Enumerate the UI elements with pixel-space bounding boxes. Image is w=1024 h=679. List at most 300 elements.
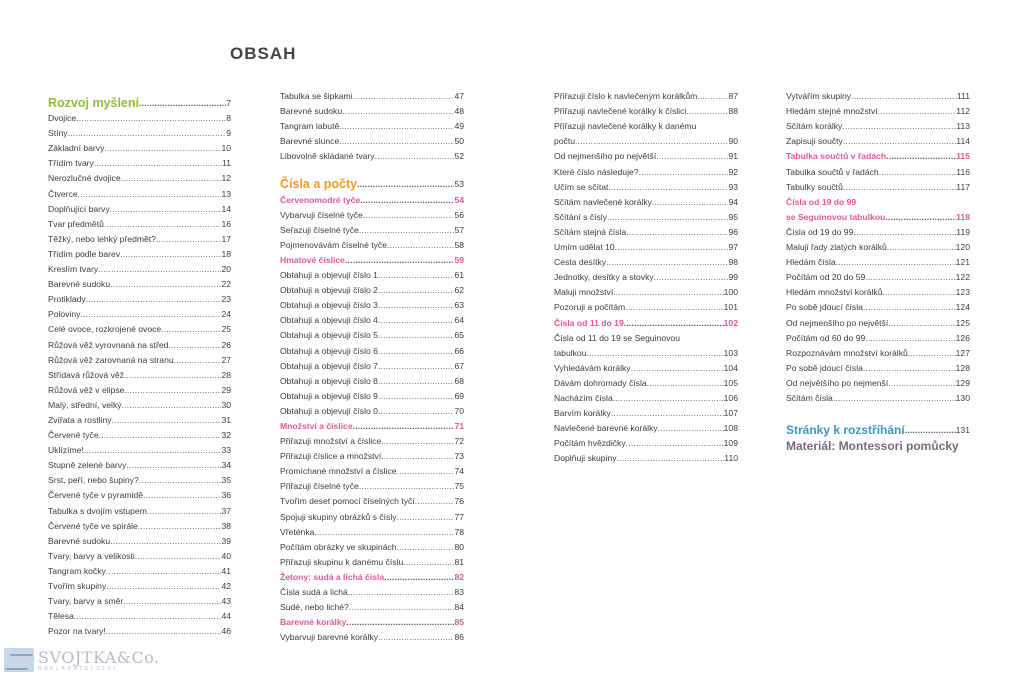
toc-entry-title: Barevné korálky xyxy=(280,617,347,628)
page-number: 18 xyxy=(221,248,231,259)
toc-entry-title: Po sobě jdoucí čísla xyxy=(786,302,863,313)
leader-dots xyxy=(168,340,221,350)
toc-entry[interactable] xyxy=(48,153,231,168)
toc-entry[interactable] xyxy=(280,146,464,161)
leader-dots xyxy=(345,255,454,265)
toc-entry[interactable] xyxy=(48,229,231,244)
toc-entry[interactable] xyxy=(280,325,464,340)
toc-entry[interactable] xyxy=(48,334,231,349)
leader-dots xyxy=(647,378,724,388)
page-number: 22 xyxy=(221,279,231,290)
toc-entry[interactable] xyxy=(786,358,970,373)
toc-entry-title: Tangram labutě xyxy=(280,121,340,132)
toc-entry[interactable] xyxy=(48,621,231,636)
page-number: 26 xyxy=(221,339,231,350)
toc-entry[interactable] xyxy=(554,252,738,267)
toc-entry-title: Obtahuji a objevuji číslo 9 xyxy=(280,390,378,401)
toc-entry[interactable] xyxy=(280,537,464,552)
leader-dots xyxy=(106,581,221,591)
leader-dots xyxy=(174,355,222,365)
toc-entry[interactable] xyxy=(48,138,231,153)
toc-entry[interactable] xyxy=(554,388,738,403)
page-number: 14 xyxy=(221,203,231,214)
toc-entry[interactable] xyxy=(786,177,970,192)
toc-entry[interactable] xyxy=(48,576,231,591)
toc-entry-title: Maluji řady zlatých korálků xyxy=(786,242,887,253)
toc-entry[interactable] xyxy=(786,192,970,207)
page-number: 102 xyxy=(723,317,738,328)
toc-entry[interactable] xyxy=(554,373,738,388)
toc-entry[interactable] xyxy=(786,373,970,388)
toc-entry[interactable] xyxy=(280,461,464,476)
toc-entry[interactable] xyxy=(280,522,464,537)
page-number: 20 xyxy=(221,264,231,275)
toc-entry[interactable] xyxy=(786,222,970,237)
toc-entry-title: Vybarvuji číselné tyče xyxy=(280,209,363,220)
toc-entry-title: Červenomodré tyče xyxy=(280,194,361,205)
toc-entry[interactable] xyxy=(280,340,464,355)
toc-entry-title: Obtahuji a objevuji číslo 5 xyxy=(280,330,378,341)
toc-entry[interactable] xyxy=(554,101,738,116)
toc-entry-title: Obtahuji a objevuji číslo 3 xyxy=(280,300,378,311)
toc-entry[interactable] xyxy=(554,312,738,327)
toc-column-1 xyxy=(48,86,231,636)
page-number: 122 xyxy=(955,272,970,283)
page-number: 35 xyxy=(221,475,231,486)
leader-dots xyxy=(378,270,455,280)
toc-entry-title: Obtahuji a objevuji číslo 8 xyxy=(280,375,378,386)
toc-entry[interactable] xyxy=(48,531,231,546)
leader-dots xyxy=(360,195,454,205)
toc-entry[interactable] xyxy=(280,612,464,627)
page-number: 40 xyxy=(221,550,231,561)
toc-entry[interactable] xyxy=(48,516,231,531)
toc-entry[interactable] xyxy=(554,131,738,146)
page-number: 76 xyxy=(454,496,464,507)
toc-entry[interactable] xyxy=(554,192,738,207)
leader-dots xyxy=(833,393,956,403)
page-number: 41 xyxy=(221,565,231,576)
toc-entry[interactable] xyxy=(280,86,464,101)
toc-entry-title: Sudé, nebo liché? xyxy=(280,602,349,613)
page-number: 109 xyxy=(723,438,738,449)
leader-dots xyxy=(887,242,956,252)
toc-entry[interactable] xyxy=(554,297,738,312)
toc-entry-title: Růžová věž vyrovnaná na střed xyxy=(48,339,169,350)
page-number: 104 xyxy=(723,362,738,373)
toc-entry[interactable] xyxy=(554,328,738,343)
page-number: 32 xyxy=(221,430,231,441)
toc-entry[interactable] xyxy=(280,101,464,116)
toc-entry[interactable] xyxy=(786,146,970,161)
toc-entry-title: Uklízíme! xyxy=(48,445,84,456)
toc-entry[interactable] xyxy=(554,343,738,358)
toc-entry[interactable] xyxy=(554,418,738,433)
section-heading-text: Čísla a počty xyxy=(280,177,358,192)
toc-entry[interactable] xyxy=(48,123,231,138)
toc-entry[interactable] xyxy=(48,561,231,576)
page-number: 100 xyxy=(723,287,738,298)
toc-entry[interactable] xyxy=(554,86,738,101)
section-heading-material[interactable]: Materiál: Montessori pomůcky xyxy=(786,438,959,453)
page-number: 126 xyxy=(955,332,970,343)
toc-entry[interactable] xyxy=(280,386,464,401)
toc-entry-title: Tvar předmětů xyxy=(48,218,104,229)
toc-entry-title: Vřeténka xyxy=(280,526,315,537)
toc-entry-title: Hmatové číslice xyxy=(280,254,345,265)
toc-entry-title: Základní barvy xyxy=(48,143,105,154)
toc-entry[interactable] xyxy=(280,567,464,582)
leader-dots xyxy=(314,527,454,537)
leader-dots xyxy=(397,542,455,552)
leader-dots xyxy=(112,415,222,425)
page-number: 59 xyxy=(454,254,464,265)
toc-entry-title: Jednotky, desítky a stovky xyxy=(554,272,654,283)
toc-entry[interactable] xyxy=(48,440,231,455)
toc-column-2 xyxy=(280,86,464,642)
toc-entry[interactable] xyxy=(280,627,464,642)
leader-dots xyxy=(78,189,222,199)
leader-dots xyxy=(353,91,455,101)
toc-entry-title: Srst, peří, nebo šupiny? xyxy=(48,475,139,486)
leader-dots xyxy=(84,445,222,455)
toc-entry-title: tabulkou xyxy=(554,347,587,358)
toc-entry[interactable] xyxy=(48,274,231,289)
leader-dots xyxy=(359,225,455,235)
toc-entry-title: Hledám množství korálků xyxy=(786,287,883,298)
page-number: 125 xyxy=(955,317,970,328)
toc-entry-title: Žetony: sudá a lichá čísla xyxy=(280,571,385,582)
toc-entry-title: Dávám dohromady čísla xyxy=(554,377,647,388)
toc-entry-title: Poloviny xyxy=(48,309,81,320)
page-number: 115 xyxy=(956,151,970,162)
page-number: 97 xyxy=(728,242,738,253)
toc-entry[interactable] xyxy=(48,546,231,561)
leader-dots xyxy=(378,632,454,642)
toc-entry-title: Malý, střední, velký xyxy=(48,399,122,410)
logo-mark-icon xyxy=(4,648,34,672)
page-number: 27 xyxy=(221,354,231,365)
leader-dots xyxy=(624,318,724,328)
toc-entry[interactable] xyxy=(554,161,738,176)
leader-dots xyxy=(123,596,221,606)
leader-dots xyxy=(110,536,221,546)
toc-entry[interactable] xyxy=(48,168,231,183)
section-heading-stranky-k-rozstrihani[interactable] xyxy=(786,413,970,435)
page-number: 36 xyxy=(221,490,231,501)
page-number: 110 xyxy=(724,453,738,464)
leader-dots xyxy=(836,257,956,267)
leader-dots xyxy=(80,309,221,319)
toc-entry[interactable] xyxy=(554,116,738,131)
leader-dots xyxy=(865,333,955,343)
toc-entry-title: Přiřazuji navlečené korálky k danému xyxy=(554,121,697,132)
toc-entry-title: Barvím korálky xyxy=(554,408,611,419)
section-heading-cisla-a-pocty[interactable] xyxy=(280,167,464,192)
page-number: 87 xyxy=(728,91,738,102)
leader-dots xyxy=(124,370,221,380)
toc-entry[interactable] xyxy=(48,591,231,606)
leader-dots xyxy=(375,151,455,161)
toc-entry[interactable] xyxy=(48,395,231,410)
page-number: 33 xyxy=(221,445,231,456)
leader-dots xyxy=(126,460,221,470)
toc-entry[interactable] xyxy=(280,356,464,371)
toc-entry[interactable] xyxy=(48,199,231,214)
toc-entry-title: Vybarvuji barevné korálky xyxy=(280,632,379,643)
toc-entry[interactable] xyxy=(280,205,464,220)
toc-entry[interactable] xyxy=(280,491,464,506)
toc-entry[interactable] xyxy=(48,244,231,259)
toc-entry-title: Stíny xyxy=(48,128,68,139)
toc-entry[interactable] xyxy=(48,319,231,334)
toc-entry-title: Těžký, nebo lehký předmět? xyxy=(48,233,156,244)
page-number: 128 xyxy=(955,362,970,373)
page-number: 57 xyxy=(454,224,464,235)
page-number: 121 xyxy=(955,257,970,268)
leader-dots xyxy=(639,167,729,177)
toc-entry[interactable] xyxy=(280,476,464,491)
toc-entry[interactable] xyxy=(280,506,464,521)
toc-entry[interactable] xyxy=(280,280,464,295)
toc-entry-title: Sčítám navlečené korálky xyxy=(554,196,652,207)
toc-entry[interactable] xyxy=(786,267,970,282)
leader-dots xyxy=(613,393,724,403)
toc-entry-title: Čtverce xyxy=(48,188,78,199)
toc-entry[interactable] xyxy=(280,220,464,235)
toc-entry[interactable] xyxy=(48,259,231,274)
leader-dots xyxy=(122,400,222,410)
toc-entry[interactable] xyxy=(554,267,738,282)
page-number: 16 xyxy=(221,218,231,229)
toc-entry[interactable] xyxy=(280,431,464,446)
toc-entry-title: Sčítám čísla xyxy=(786,392,833,403)
toc-entry[interactable] xyxy=(280,552,464,567)
toc-entry[interactable] xyxy=(48,380,231,395)
page-number: 58 xyxy=(454,239,464,250)
toc-entry[interactable] xyxy=(280,416,464,431)
page-number: 98 xyxy=(728,257,738,268)
toc-entry[interactable] xyxy=(280,265,464,280)
leader-dots xyxy=(346,617,454,627)
page-number: 11 xyxy=(222,158,231,169)
toc-entry[interactable] xyxy=(280,582,464,597)
toc-entry-title: počtu xyxy=(554,136,576,147)
page-number: 105 xyxy=(723,377,738,388)
toc-entry-title: Sčítám stejná čísla xyxy=(554,226,627,237)
toc-entry[interactable] xyxy=(48,485,231,500)
toc-entry[interactable] xyxy=(786,116,970,131)
leader-dots xyxy=(652,197,729,207)
toc-entry[interactable] xyxy=(786,161,970,176)
toc-column-3 xyxy=(554,86,738,463)
page-number: 95 xyxy=(728,211,738,222)
toc-entry[interactable] xyxy=(48,304,231,319)
toc-entry[interactable] xyxy=(554,146,738,161)
page-number: 74 xyxy=(454,466,464,477)
toc-entry-title: Nerozlučné dvojice xyxy=(48,173,121,184)
page-number: 53 xyxy=(454,179,464,190)
toc-entry-title: Sčítání s čísly xyxy=(554,211,608,222)
toc-entry[interactable] xyxy=(48,410,231,425)
toc-entry-title: Rozpoznávám množství korálků xyxy=(786,347,908,358)
toc-entry[interactable] xyxy=(554,177,738,192)
toc-entry[interactable] xyxy=(786,237,970,252)
toc-entry[interactable] xyxy=(48,289,231,304)
toc-entry-title: Tabulka součtů v řadách xyxy=(786,166,879,177)
leader-dots xyxy=(587,348,724,358)
page-number: 83 xyxy=(454,587,464,597)
toc-entry-title: Čísla od 11 do 19 xyxy=(554,317,624,328)
leader-dots xyxy=(842,121,956,131)
leader-dots xyxy=(378,406,455,416)
page-number: 71 xyxy=(454,420,464,431)
leader-dots xyxy=(397,512,455,522)
leader-dots xyxy=(575,136,728,146)
section-heading-rozvoj-mysleni[interactable] xyxy=(48,86,231,108)
leader-dots xyxy=(94,158,222,168)
toc-entry[interactable] xyxy=(554,237,738,252)
toc-entry[interactable] xyxy=(280,295,464,310)
leader-dots xyxy=(908,348,956,358)
leader-dots xyxy=(905,425,956,435)
toc-entry[interactable] xyxy=(786,282,970,297)
leader-dots xyxy=(121,173,222,183)
toc-entry-title: Zapisuji součty xyxy=(786,136,843,147)
toc-entry[interactable] xyxy=(786,252,970,267)
leader-dots xyxy=(147,506,222,516)
toc-entry[interactable] xyxy=(280,310,464,325)
toc-entry[interactable] xyxy=(48,108,231,123)
toc-entry[interactable] xyxy=(554,448,738,463)
toc-entry[interactable] xyxy=(48,455,231,470)
toc-entry[interactable] xyxy=(554,358,738,373)
toc-entry[interactable] xyxy=(280,250,464,265)
leader-dots xyxy=(348,587,455,597)
toc-entry-title: Hledám stejné množství xyxy=(786,106,878,117)
toc-entry[interactable] xyxy=(554,433,738,448)
page-number: 124 xyxy=(955,302,970,313)
toc-entry-title: Červené tyče xyxy=(48,430,99,441)
toc-entry[interactable] xyxy=(280,446,464,461)
page-number: 107 xyxy=(723,408,738,419)
page-number: 42 xyxy=(221,581,231,591)
leader-dots xyxy=(615,242,729,252)
page-number: 93 xyxy=(728,181,738,192)
toc-entry-title: Učím se sčítat xyxy=(554,181,609,192)
toc-entry[interactable] xyxy=(280,597,464,612)
toc-entry[interactable] xyxy=(786,388,970,403)
toc-entry[interactable] xyxy=(48,606,231,621)
toc-entry-title: Navlečené barevné korálky xyxy=(554,423,658,434)
toc-entry[interactable] xyxy=(48,500,231,515)
page-number: 72 xyxy=(454,436,464,447)
toc-entry-title: Protiklady xyxy=(48,294,86,305)
toc-entry[interactable] xyxy=(786,328,970,343)
toc-entry[interactable] xyxy=(786,297,970,312)
toc-entry-title: Libovolně skládané tvary xyxy=(280,151,375,162)
leader-dots xyxy=(143,490,221,500)
leader-dots xyxy=(357,179,454,189)
page-number: 17 xyxy=(221,233,231,244)
page-number: 94 xyxy=(728,196,738,207)
page-number: 80 xyxy=(454,541,464,552)
leader-dots xyxy=(686,106,728,116)
leader-dots xyxy=(878,106,957,116)
leader-dots xyxy=(607,212,728,222)
leader-dots xyxy=(378,300,455,310)
toc-entry[interactable] xyxy=(554,403,738,418)
toc-entry[interactable] xyxy=(280,371,464,386)
toc-entry[interactable] xyxy=(48,183,231,198)
page-number: 131 xyxy=(955,424,970,435)
toc-entry[interactable] xyxy=(786,312,970,327)
toc-entry[interactable] xyxy=(554,207,738,222)
toc-entry-title: Přiřazuji množství a číslice xyxy=(280,436,382,447)
toc-entry-title: Přiřazuji číslo k navlečeným korálkům xyxy=(554,91,698,102)
page-number: 86 xyxy=(454,632,464,643)
page-number: 63 xyxy=(454,300,464,311)
toc-entry[interactable] xyxy=(554,222,738,237)
toc-entry[interactable] xyxy=(554,282,738,297)
toc-entry[interactable] xyxy=(280,131,464,146)
toc-entry[interactable] xyxy=(48,425,231,440)
toc-entry-title: Kreslím tvary xyxy=(48,264,99,275)
page-number: 81 xyxy=(454,556,464,567)
page-number: 73 xyxy=(454,451,464,462)
toc-entry-title: Přiřazuji číslice a množství xyxy=(280,451,382,462)
page-number: 119 xyxy=(956,226,970,237)
toc-entry[interactable] xyxy=(48,470,231,485)
leader-dots xyxy=(124,385,221,395)
page-number: 23 xyxy=(221,294,231,305)
toc-entry[interactable] xyxy=(786,86,970,101)
page-number: 62 xyxy=(454,285,464,296)
toc-entry[interactable] xyxy=(48,214,231,229)
page-number: 28 xyxy=(221,369,231,380)
toc-entry[interactable] xyxy=(48,365,231,380)
leader-dots xyxy=(339,121,454,131)
leader-dots xyxy=(888,318,955,328)
toc-entry-title: Pozoruji a počítám xyxy=(554,302,626,313)
toc-entry-title: Tabulky součtů xyxy=(786,181,843,192)
toc-entry[interactable] xyxy=(786,343,970,358)
toc-entry-title: Tvořím deset pomocí číselných tyčí xyxy=(280,496,415,507)
toc-entry[interactable] xyxy=(48,350,231,365)
page-number: 127 xyxy=(955,347,970,358)
toc-entry-title: Hledám čísla xyxy=(786,257,836,268)
page-number: 43 xyxy=(221,596,231,607)
leader-dots xyxy=(378,346,455,356)
toc-entry[interactable] xyxy=(280,116,464,131)
toc-entry-title: Čísla sudá a lichá xyxy=(280,587,348,597)
toc-entry[interactable] xyxy=(786,131,970,146)
toc-entry-title: Spojuji skupiny obrázků s čísly xyxy=(280,511,397,522)
toc-entry-title: Vytvářím skupiny xyxy=(786,91,852,102)
toc-entry-title: Celé ovoce, rozkrojené ovoce xyxy=(48,324,162,335)
toc-entry-title: Tělesa xyxy=(48,611,74,622)
toc-entry-title: Tvořím skupiny xyxy=(48,581,107,591)
toc-entry[interactable] xyxy=(280,189,464,204)
page-number: 48 xyxy=(454,106,464,117)
toc-entry[interactable] xyxy=(280,235,464,250)
toc-entry-title: Od největšího po nejmenší xyxy=(786,377,889,388)
page-number: 25 xyxy=(221,324,231,335)
page-number: 7 xyxy=(226,98,231,108)
toc-entry[interactable] xyxy=(786,101,970,116)
toc-entry[interactable] xyxy=(280,401,464,416)
toc-entry[interactable] xyxy=(786,207,970,222)
